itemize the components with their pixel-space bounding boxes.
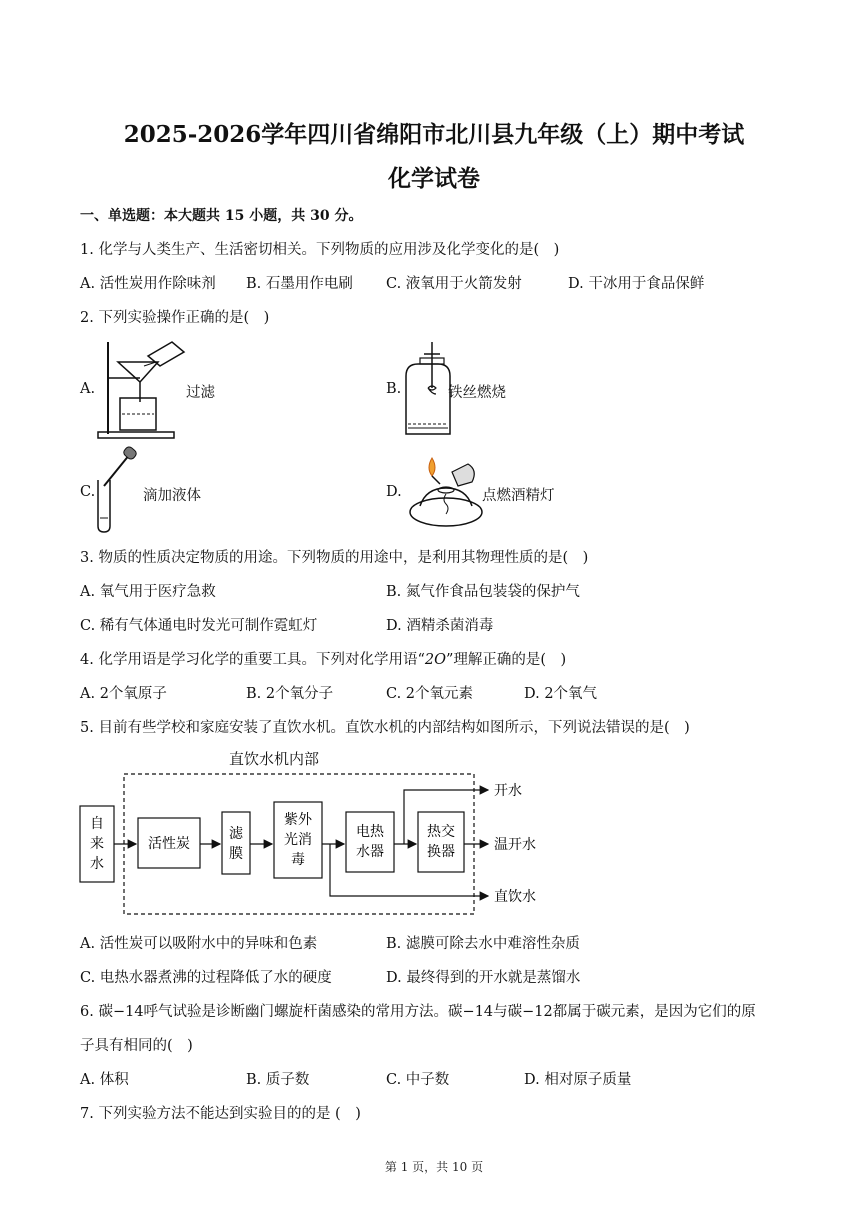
question-6-option-c: C. 中子数 bbox=[386, 1072, 450, 1088]
filtration-apparatus-figure bbox=[96, 340, 188, 440]
question-6-option-a: A. 体积 bbox=[80, 1072, 129, 1088]
question-5-option-a: A. 活性炭可以吸附水中的异味和色素 bbox=[80, 936, 318, 952]
iron-wire-burning-figure bbox=[402, 340, 454, 440]
question-1-option-b: B. 石墨用作电刷 bbox=[246, 276, 353, 292]
page-footer: 第 1 页，共 10 页 bbox=[384, 1160, 484, 1174]
filter-membrane-label-1: 滤 bbox=[229, 826, 243, 842]
electric-heater-label-2: 水器 bbox=[356, 844, 384, 860]
question-2-option-d-letter: D. bbox=[386, 484, 402, 500]
question-3-stem: 3. 物质的性质决定物质的用途。下列物质的用途中，是利用其物理性质的是( ) bbox=[80, 550, 589, 566]
diagram-title: 直饮水机内部 bbox=[228, 750, 320, 768]
question-2-option-a-caption: 过滤 bbox=[186, 385, 215, 401]
question-5-option-d: D. 最终得到的开水就是蒸馏水 bbox=[386, 970, 581, 986]
warm-water-label: 温开水 bbox=[494, 837, 536, 853]
question-2-option-a-letter: A. bbox=[80, 381, 96, 397]
question-4-option-b: B. 2个氧分子 bbox=[246, 686, 334, 702]
question-3-option-b: B. 氮气作食品包装袋的保护气 bbox=[386, 584, 580, 600]
heat-exchanger-label-1: 热交 bbox=[427, 824, 455, 840]
question-5-option-c: C. 电热水器煮沸的过程降低了水的硬度 bbox=[80, 970, 332, 986]
tap-water-label-2: 来 bbox=[90, 836, 104, 852]
question-7-stem: 7. 下列实验方法不能达到实验目的的是 ( ) bbox=[80, 1106, 361, 1122]
question-4-option-d: D. 2个氧气 bbox=[524, 686, 598, 702]
question-2-option-b-caption: 铁丝燃烧 bbox=[448, 385, 506, 401]
question-1-stem: 1. 化学与人类生产、生活密切相关。下列物质的应用涉及化学变化的是( ) bbox=[80, 242, 560, 258]
question-3-option-a: A. 氧气用于医疗急救 bbox=[80, 584, 216, 600]
question-6-stem-line1: 6. 碳−14呼气试验是诊断幽门螺旋杆菌感染的常用方法。碳−14与碳−12都属于碳元素，是因为它们的原 bbox=[80, 1004, 756, 1020]
question-2-option-c-letter: C. bbox=[80, 484, 96, 500]
question-4-formula: 2O bbox=[424, 652, 446, 668]
question-6-stem-line2: 子具有相同的( ) bbox=[80, 1038, 193, 1054]
question-1-option-a: A. 活性炭用作除味剂 bbox=[80, 276, 216, 292]
activated-carbon-label: 活性炭 bbox=[148, 836, 190, 852]
tap-water-label-1: 自 bbox=[90, 816, 104, 832]
question-4-option-a: A. 2个氧原子 bbox=[80, 686, 167, 702]
question-2-option-d-caption: 点燃酒精灯 bbox=[482, 488, 555, 504]
filter-membrane-box bbox=[222, 812, 250, 874]
alcohol-lamp-figure bbox=[402, 450, 484, 532]
paper-title: 2025-2026学年四川省绵阳市北川县九年级（上）期中考试 bbox=[123, 121, 745, 148]
paper-subtitle: 化学试卷 bbox=[388, 165, 480, 192]
drinking-water-label: 直饮水 bbox=[494, 889, 536, 905]
uv-disinfection-label-1: 紫外 bbox=[284, 812, 312, 828]
question-2-option-c-caption: 滴加液体 bbox=[143, 488, 201, 504]
uv-disinfection-label-2: 光消 bbox=[284, 832, 312, 848]
question-1-option-d: D. 干冰用于食品保鲜 bbox=[568, 276, 705, 292]
boiled-water-label: 开水 bbox=[494, 783, 522, 799]
question-4-option-c: C. 2个氧元素 bbox=[386, 686, 474, 702]
heat-exchanger-box bbox=[418, 812, 464, 872]
question-4-stem-pre: 4. 化学用语是学习化学的重要工具。下列对化学用语“ bbox=[80, 652, 425, 668]
water-dispenser-diagram bbox=[76, 744, 556, 924]
uv-disinfection-label-3: 毒 bbox=[291, 852, 305, 868]
filter-membrane-label-2: 膜 bbox=[229, 846, 243, 862]
question-2-option-b-letter: B. bbox=[386, 381, 402, 397]
electric-heater-label-1: 电热 bbox=[356, 824, 384, 840]
electric-heater-box bbox=[346, 812, 394, 872]
question-5-option-b: B. 滤膜可除去水中难溶性杂质 bbox=[386, 936, 580, 952]
question-4-stem-post: ”理解正确的是( ) bbox=[445, 652, 567, 668]
question-6-option-d: D. 相对原子质量 bbox=[524, 1072, 632, 1088]
question-1-option-c: C. 液氧用于火箭发射 bbox=[386, 276, 522, 292]
section-heading: 一、单选题：本大题共 15 小题，共 30 分。 bbox=[80, 208, 363, 224]
dropper-test-tube-figure bbox=[94, 446, 144, 534]
tap-water-label-3: 水 bbox=[90, 856, 104, 872]
question-3-option-c: C. 稀有气体通电时发光可制作霓虹灯 bbox=[80, 618, 318, 634]
question-6-option-b: B. 质子数 bbox=[246, 1072, 310, 1088]
question-2-stem: 2. 下列实验操作正确的是( ) bbox=[80, 310, 270, 326]
question-4-stem bbox=[80, 648, 566, 669]
question-5-stem: 5. 目前有些学校和家庭安装了直饮水机。直饮水机的内部结构如图所示，下列说法错误的是( ) bbox=[80, 720, 690, 736]
heat-exchanger-label-2: 换器 bbox=[427, 844, 455, 860]
question-3-option-d: D. 酒精杀菌消毒 bbox=[386, 618, 494, 634]
